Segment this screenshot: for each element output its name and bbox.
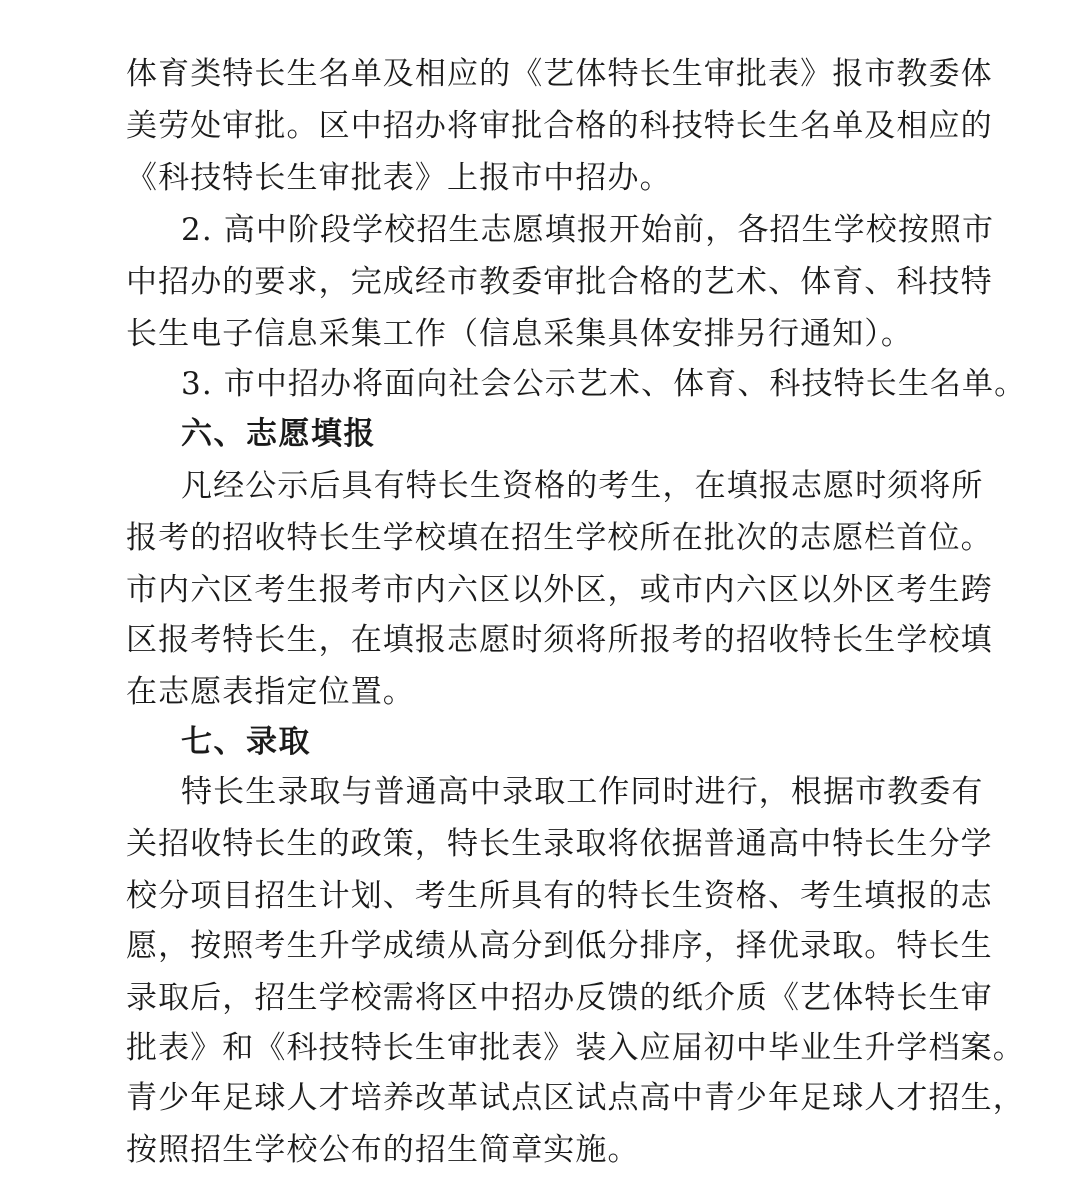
paragraph-line: 青少年足球人才培养改革试点区试点高中青少年足球人才招生， xyxy=(126,1080,1025,1116)
paragraph-line: 3. 市中招办将面向社会公示艺术、体育、科技特长生名单。 xyxy=(181,366,1027,402)
paragraph-line: 2. 高中阶段学校招生志愿填报开始前，各招生学校按照市 xyxy=(181,212,995,248)
paragraph-line: 愿，按照考生升学成绩从高分到低分排序，择优录取。特长生 xyxy=(126,928,993,964)
paragraph-line: 校分项目招生计划、考生所具有的特长生资格、考生填报的志 xyxy=(126,878,993,914)
paragraph-line: 区报考特长生，在填报志愿时须将所报考的招收特长生学校填 xyxy=(126,622,993,658)
paragraph-line: 凡经公示后具有特长生资格的考生，在填报志愿时须将所 xyxy=(181,468,984,504)
paragraph-line: 体育类特长生名单及相应的《艺体特长生审批表》报市教委体 xyxy=(126,56,993,92)
section-heading-zhiyuan: 六、志愿填报 xyxy=(181,416,376,452)
paragraph-line: 报考的招收特长生学校填在招生学校所在批次的志愿栏首位。 xyxy=(126,520,993,556)
paragraph-line: 中招办的要求，完成经市教委审批合格的艺术、体育、科技特 xyxy=(126,264,993,300)
paragraph-line: 在志愿表指定位置。 xyxy=(126,674,415,710)
paragraph-line: 长生电子信息采集工作（信息采集具体安排另行通知）。 xyxy=(126,316,913,352)
paragraph-line: 《科技特长生审批表》上报市中招办。 xyxy=(126,160,672,196)
paragraph-line: 按照招生学校公布的招生简章实施。 xyxy=(126,1132,640,1168)
section-heading-luqu: 七、录取 xyxy=(181,724,311,760)
paragraph-line: 美劳处审批。区中招办将审批合格的科技特长生名单及相应的 xyxy=(126,108,993,144)
paragraph-line: 市内六区考生报考市内六区以外区，或市内六区以外区考生跨 xyxy=(126,572,993,608)
paragraph-line: 特长生录取与普通高中录取工作同时进行，根据市教委有 xyxy=(181,774,984,810)
paragraph-line: 录取后，招生学校需将区中招办反馈的纸介质《艺体特长生审 xyxy=(126,980,993,1016)
paragraph-line: 关招收特长生的政策，特长生录取将依据普通高中特长生分学 xyxy=(126,826,993,862)
paragraph-line: 批表》和《科技特长生审批表》装入应届初中毕业生升学档案。 xyxy=(126,1030,1025,1066)
